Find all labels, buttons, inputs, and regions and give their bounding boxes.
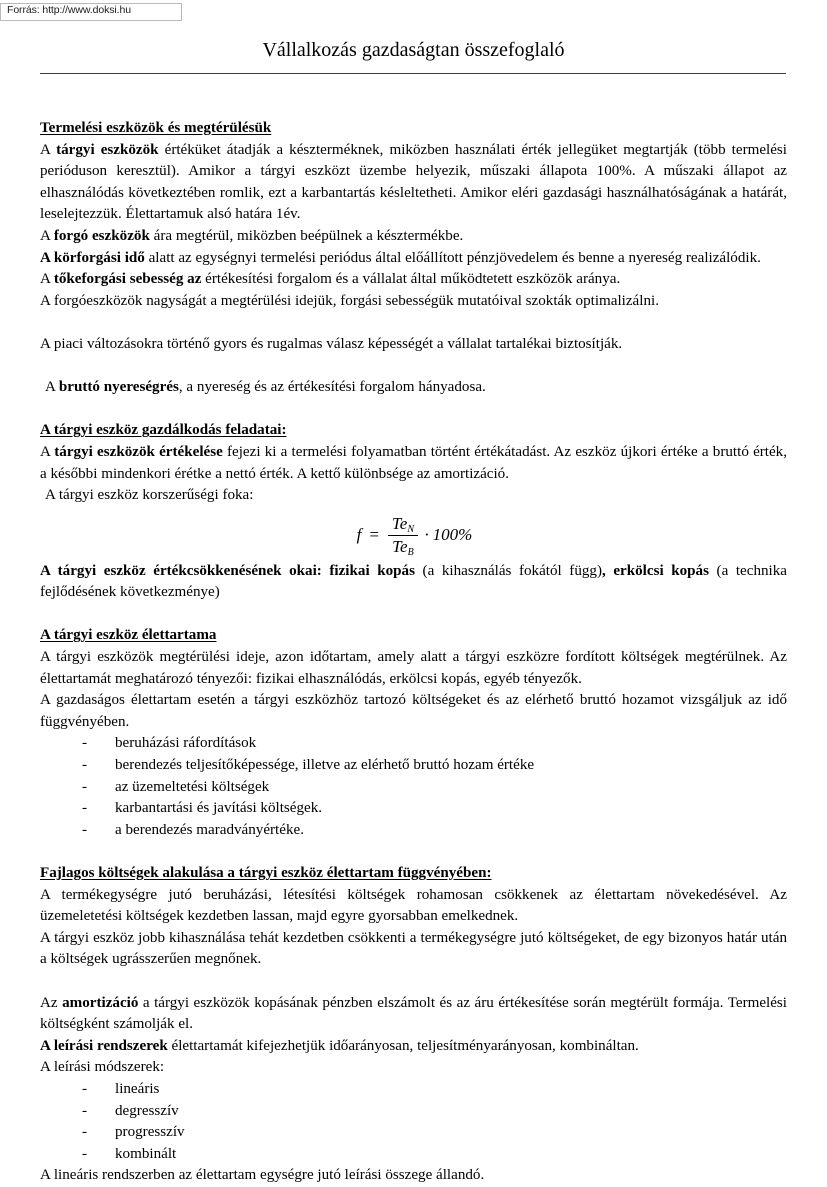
paragraph-modernity-degree bbox=[40, 485, 787, 507]
para-bold-term: tőkeforgási sebesség az bbox=[53, 271, 202, 288]
formula-denominator-subscript: B bbox=[407, 546, 414, 558]
para-rest: ára megtérül, miközben beépülnek a késztermékbe. bbox=[149, 227, 464, 244]
para-bold-term: tárgyi eszközök értékelése bbox=[54, 443, 223, 460]
paragraph-optimization: A forgóeszközök nagyságát a megtérülési idejük, forgási sebességük mutatóival szokták optimalizálni. bbox=[40, 292, 659, 309]
section-heading-production-assets: Termelési eszközök és megtérülésük bbox=[40, 120, 272, 136]
list-item bbox=[40, 820, 787, 842]
list-item bbox=[40, 1144, 787, 1166]
list-item bbox=[40, 755, 787, 777]
spacer bbox=[40, 312, 787, 334]
list-item-label: kombinált bbox=[115, 1145, 177, 1162]
para-mid: (a kihasználás fokától függ) bbox=[414, 562, 602, 579]
paragraph-tangible-assets bbox=[40, 140, 787, 226]
dash-bullet-icon: - bbox=[82, 1080, 88, 1097]
paragraph-gross-margin bbox=[40, 377, 787, 399]
paragraph-lifetime-definition: A tárgyi eszközök megtérülési ideje, azon időtartam, amely alatt a tárgyi eszközre fordított költségek megtérülnek. Az élettartamát meghatározó tényezői: fizikai elhasználódás, erkölcsi kopás, egyéb tényezők. bbox=[40, 649, 787, 687]
paragraph-capital-turnover bbox=[40, 269, 787, 291]
formula-numerator bbox=[388, 514, 418, 535]
para-rest: élettartamát kifejezhetjük időarányosan, teljesítményarányosan, kombináltan. bbox=[167, 1037, 639, 1054]
dash-bullet-icon: - bbox=[82, 1145, 88, 1162]
para-rest: alatt az egységnyi termelési periódus által előállított pénzjövedelem és benne a nyereség realizálódik. bbox=[144, 249, 761, 266]
list-item bbox=[40, 1101, 787, 1123]
para-bold-term-2: , erkölcsi kopás bbox=[602, 562, 709, 579]
list-item-label: progresszív bbox=[115, 1124, 185, 1141]
paragraph-market-reserves: A piaci változásokra történő gyors és rugalmas válasz képességét a vállalat tartalékai biztosítják. bbox=[40, 335, 623, 352]
spacer bbox=[40, 971, 787, 993]
list-writeoff-methods bbox=[40, 1079, 787, 1165]
formula-modernity-degree bbox=[40, 507, 787, 561]
spacer bbox=[40, 356, 787, 378]
formula-denominator-base: Te bbox=[392, 536, 408, 556]
paragraph-current-assets bbox=[40, 226, 787, 248]
para-lead: Az bbox=[40, 994, 63, 1011]
paragraph-linear-system-closing: A lineáris rendszerben az élettartam egységre jutó leírási összege állandó. bbox=[40, 1167, 485, 1184]
paragraph-writeoff-methods-label: A leírási módszerek: bbox=[40, 1059, 165, 1076]
document-body bbox=[40, 118, 787, 1187]
formula-factor: 100% bbox=[432, 525, 473, 545]
paragraph-depreciation-causes bbox=[40, 561, 787, 604]
list-item bbox=[40, 1079, 787, 1101]
para-lead: A bbox=[40, 141, 57, 158]
paragraph-specific-costs-1: A termékegységre jutó beruházási, létesítési költségek rohamosan csökkenek az élettartam növekedésével. Az üzemeletetési költségek kezdetben lassan, majd egyre gyorsabban emelkednek. bbox=[40, 886, 787, 925]
para-bold-term: amortizáció bbox=[62, 994, 139, 1011]
para-text: A tárgyi eszköz korszerűségi foka: bbox=[45, 487, 254, 504]
para-lead: A bbox=[40, 271, 54, 288]
list-item-label: a berendezés maradványértéke. bbox=[115, 821, 304, 838]
spacer bbox=[40, 841, 787, 863]
para-bold-term: A leírási rendszerek bbox=[40, 1037, 168, 1054]
list-item-label: lineáris bbox=[115, 1080, 160, 1097]
source-url-label: Forrás: http://www.doksi.hu bbox=[7, 4, 131, 16]
para-bold-term: A körforgási idő bbox=[40, 249, 145, 266]
spacer bbox=[40, 604, 787, 626]
paragraph-specific-costs-2: A tárgyi eszköz jobb kihasználása tehát kezdetben csökkenti a termékegységre jutó költségeket, de egy bizonyos határ után a költségek ugrásszerűen megnőnek. bbox=[40, 929, 787, 968]
formula-numerator-subscript: N bbox=[407, 523, 414, 535]
para-rest: fejezi ki a termelési folyamatban történt értékátadást. Az eszköz újkori értéke a bruttó érték, a későbbi mindenkori érétke a nettó érték. A kettő különbsége az amortizáció. bbox=[40, 443, 788, 482]
formula-result-variable: f bbox=[356, 525, 362, 545]
dash-bullet-icon: - bbox=[82, 821, 88, 838]
list-item-label: berendezés teljesítőképessége, illetve az elérhető bruttó hozam értéke bbox=[115, 757, 535, 774]
spacer bbox=[40, 399, 787, 421]
paragraph-circulation-time bbox=[40, 248, 787, 270]
list-item bbox=[40, 733, 787, 755]
para-bold-term: forgó eszközök bbox=[53, 227, 150, 244]
paragraph-asset-valuation bbox=[40, 442, 787, 485]
paragraph-economic-lifetime: A gazdaságos élettartam esetén a tárgyi eszközhöz tartozó költségeket és az elérhető bruttó hozamot vizsgáljuk az idő függvényében. bbox=[40, 692, 787, 730]
page-title: Vállalkozás gazdaságtan összefoglaló bbox=[262, 39, 565, 61]
section-heading-specific-costs: Fajlagos költségek alakulása a tárgyi eszköz élettartam függvényében: bbox=[40, 865, 492, 881]
dash-bullet-icon: - bbox=[82, 778, 88, 795]
dash-bullet-icon: - bbox=[82, 735, 88, 752]
list-item-label: karbantartási és javítási költségek. bbox=[115, 800, 323, 817]
list-lifetime-factors bbox=[40, 733, 787, 841]
para-bold-term-1: A tárgyi eszköz értékcsökkenésének okai: fizikai kopás bbox=[40, 562, 415, 579]
para-bold-term: bruttó nyereségrés bbox=[58, 379, 179, 396]
dash-bullet-icon: - bbox=[82, 800, 88, 817]
formula-equals-sign: = bbox=[368, 525, 380, 545]
list-item bbox=[40, 777, 787, 799]
para-rest: , a nyereség és az értékesítési forgalom hányadosa. bbox=[178, 379, 486, 396]
formula-denominator bbox=[388, 535, 418, 557]
list-item-label: degresszív bbox=[115, 1102, 179, 1119]
para-lead: A bbox=[40, 227, 54, 244]
section-heading-asset-lifetime: A tárgyi eszköz élettartama bbox=[40, 627, 217, 644]
dash-bullet-icon: - bbox=[82, 757, 88, 774]
dash-bullet-icon: - bbox=[82, 1102, 88, 1119]
para-bold-term: tárgyi eszközök bbox=[56, 141, 159, 158]
paragraph-amortization bbox=[40, 993, 787, 1036]
dash-bullet-icon: - bbox=[82, 1124, 88, 1141]
paragraph-writeoff-systems bbox=[40, 1036, 787, 1058]
para-rest: (a technika fejlődésének következménye) bbox=[40, 562, 787, 601]
formula-multiplication-operator: · bbox=[424, 525, 430, 545]
formula-numerator-base: Te bbox=[391, 513, 408, 533]
title-divider bbox=[40, 73, 786, 74]
list-item-label: az üzemeltetési költségek bbox=[115, 778, 270, 795]
list-item-label: beruházási ráfordítások bbox=[115, 735, 257, 752]
formula-expression bbox=[355, 514, 473, 557]
list-item bbox=[40, 798, 787, 820]
para-rest: a tárgyi eszközök kopásának pénzben elszámolt és az áru értékesítése során megtérült formája. Termelési költségként számolják el. bbox=[40, 994, 787, 1033]
para-lead: A bbox=[45, 379, 59, 396]
section-heading-asset-management-tasks: A tárgyi eszköz gazdálkodás feladatai: bbox=[40, 422, 287, 439]
para-rest: értékesítési forgalom és a vállalat által működtetett eszközök aránya. bbox=[201, 271, 621, 288]
formula-fraction bbox=[388, 514, 418, 557]
para-lead: A bbox=[40, 443, 55, 460]
para-rest: értéküket átadják a készterméknek, miközben használati érték jellegüket megtartják (több termelési perióduson keresztül). Amikor a tárgyi eszközt üzembe helyezik, műszaki állapota 100%. A műszaki állapot az elhasználódás következtében romlik, ezt a karbantartás késleltetheti. Amikor eléri gazdasági használhatóságának a határát, leselejtezzük. Élettartamuk alsó határa 1év. bbox=[40, 141, 787, 223]
list-item bbox=[40, 1122, 787, 1144]
